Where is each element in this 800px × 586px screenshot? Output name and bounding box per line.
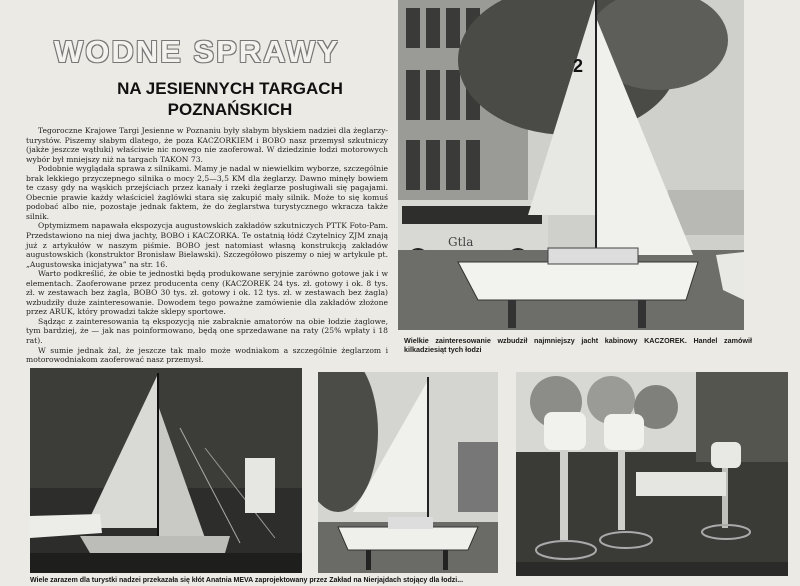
paragraph: Sądząc z zainteresowania tą ekspozycją nie zabraknie amatorów na obie łodzie żaglowe, tym bardziej, że — jak nas poinformowano, będą one sprzedawane na raty (25% wpłaty i 18 rat). [26,316,388,346]
subtitle-line-1: NA JESIENNYCH TARGACH [117,79,343,98]
motors-photo-image [516,372,788,576]
paragraph: W sumie jednak żal, że jeszcze tak mało może wodniakom a szczególnie żeglarzom i motorowodniakom zaoferować nasz przemysł. [26,345,388,365]
article-body [26,126,388,365]
photo-bobo-sailboat [318,372,498,573]
photo-outboard-motors [516,372,788,576]
bottom-caption: Wiele zarazem dla turystki nadzei przekazała się kłót Anatnia MEVA zaprojektowany przez Zakład na Nierjajdach stojący dla łodzi... [30,577,464,584]
sailboats-photo-image [30,368,302,573]
sail-number: 2 [573,56,584,76]
photo-kaczorek-boat [398,0,744,330]
subtitle-line-2: POZNAŃSKICH [167,100,293,119]
article-subtitle [70,78,390,120]
photo-caption: Wielkie zainteresowanie wzbudził najmniejszy jacht kabinowy KACZOREK. Handel zamówił kilkadziesiąt tych łodzi [404,336,752,354]
article-title: WODNE SPRAWY [54,34,340,69]
bobo-photo-image [318,372,498,573]
kaczorek-photo-image [398,0,744,330]
paragraph: Warto podkreślić, że obie te jednostki będą produkowane seryjnie zarówno gotowe jak i w elementach. Zaoferowane przez producenta ceny (KACZOREK 24 tys. zł. gotowy i ok. 8 tys. zł. w zestawach bez żagla, BOBO 30 tys. zł. gotowy i ok. 12 tys. zł. w zestawach bez żagla) wzbudziły duże zainteresowanie. Dowodem tego poważne zamówienie dla zakładów złożone przez ARUK, który prowadzi także sklepy sportowe. [26,269,388,317]
paragraph: Tegoroczne Krajowe Targi Jesienne w Poznaniu były słabym błyskiem nadziei dla żeglarzy-turystów. Piszemy słabym dlatego, że poza KACZORKIEM i BOBO nasz przemysł szkutniczy (jakże jeszcze wątłuki) właściwie nic nowego nie zaoferował. W dziedzinie łodzi motorowych wybór był mniejszy niż na targach TAKON 73. [26,126,388,164]
paragraph: Optymizmem napawała ekspozycja augustowskich zakładów szkutniczych PTTK Foto-Pam. Przedstawiono na niej dwa jachty, BOBO i KACZORKA. Te ostatnią łódź Czytelnicy ZJM znają już z artykułów w naszym piśmie. BOBO jest natomiast własną konstrukcją zakładów augustowskich (konstruktor Bronisław Bielawski). Szczegółowo piszemy o niej w artykule pt. „Augustowska inicjatywa” na str. 16. [26,221,388,269]
photo-sailboats-display [30,368,302,573]
bus-sign: Gtla [448,235,474,249]
paragraph: Podobnie wyglądała sprawa z silnikami. Mamy je nadal w niewielkim wyborze, szczególnie brak lekkiego przyczepnego silnika o mocy 2,5—3,5 KM dla żeglarzy. Dawno minęły bowiem te czasy gdy na wąskich przejściach przez kanały i rzeki żeglarze posługiwali się pagajami. Obecnie prawie każdy właściciel żaglówki stara się zakupić mały silnik. Może to się komuś podobać albo nie, pozostaje jednak faktem, że do żeglarstwa turystycznego wkracza także silnik. [26,164,388,221]
